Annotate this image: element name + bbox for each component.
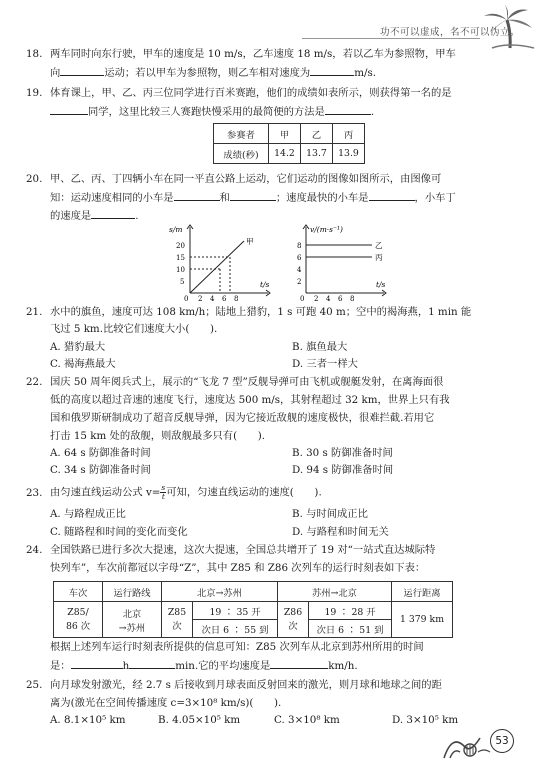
graph1-xtick: 8 (234, 295, 239, 301)
graph2-xtick: 4 (326, 295, 331, 301)
q20-v-t-graph (290, 223, 398, 301)
graph1-xtick: 4 (210, 295, 215, 301)
q22-option-d[interactable]: D. 94 s 防御准备时间 (292, 464, 394, 476)
table-cell: 成绩(秒) (214, 144, 269, 164)
q22-line1: 国庆 50 周年阅兵式上，展示的“飞龙 7 型”反舰导弹可由飞机或舰艇发射，在离海面很 (50, 376, 444, 388)
q18-line2: 向 运动；若以甲车为参照物，则乙车相对速度为 m/s. (50, 67, 377, 79)
answer-blank[interactable] (129, 658, 175, 669)
table-cell: 北京→苏州 (162, 582, 278, 602)
table-cell: 乙 (301, 124, 333, 144)
answer-blank[interactable] (60, 65, 104, 76)
table-cell: Z85/ 86 次 (54, 602, 103, 638)
graph2-ytick: 6 (297, 254, 302, 262)
graph2-ytick: 8 (297, 242, 302, 250)
graph1-xlabel: t/s (260, 280, 270, 289)
q19-number: 19. (26, 87, 43, 99)
graph2-xtick: 2 (314, 295, 319, 301)
answer-blank[interactable] (270, 658, 328, 669)
answer-blank[interactable] (369, 190, 415, 201)
graph1-series-label: 甲 (246, 237, 254, 246)
table-cell: 车次 (54, 582, 103, 602)
q22-line2: 低的高度以超过音速的速度飞行，速度达 500 m/s，其射程超过 32 km，世界上只有我 (50, 394, 450, 406)
answer-blank[interactable] (174, 190, 220, 201)
q21-number: 21. (26, 306, 43, 318)
answer-blank[interactable] (50, 104, 88, 115)
graph1-ytick: 10 (176, 266, 185, 274)
table-cell: 19 ∶ 35 开 (193, 602, 278, 620)
q21-option-a[interactable]: A. 猎豹最大 (50, 341, 106, 353)
formula-fraction: $\frac{s}{t}$ (161, 483, 166, 501)
q21-option-d[interactable]: D. 三者一样大 (292, 358, 358, 370)
graph2-ytick: 4 (297, 266, 302, 274)
q23-number: 23. (26, 487, 43, 499)
answer-blank[interactable] (230, 190, 276, 201)
q20-line3: 的速度是 . (50, 210, 139, 222)
header-motto: 功不可以虚成，名不可以伪立。 (380, 27, 521, 38)
q22-line4: 打击 15 km 处的敌舰，则敌舰最多只有( ). (50, 430, 265, 442)
q25-option-b[interactable]: B. 4.05×10⁵ km (158, 714, 241, 726)
answer-blank[interactable] (91, 208, 135, 219)
table-cell: 次日 6 ∶ 51 到 (309, 620, 392, 638)
graph2-xtick: 8 (350, 295, 355, 301)
q22-option-c[interactable]: C. 34 s 防御准备时间 (50, 464, 151, 476)
table-cell: 次日 6 ∶ 55 到 (193, 620, 278, 638)
q21-option-c[interactable]: C. 褐海燕最大 (50, 358, 116, 370)
table-cell: Z86 次 (278, 602, 309, 638)
q18-number: 18. (26, 48, 43, 60)
graph1-xtick: 0 (184, 295, 189, 301)
q19-line2: 同学，这里比较三人赛跑快慢采用的最简便的方法是 . (50, 104, 374, 120)
table-header-row (214, 124, 365, 144)
answer-blank[interactable] (310, 65, 354, 76)
palm-tree-icon (480, 4, 538, 50)
q24-line2: 快列车”，车次前都冠以字母“Z”，其中 Z85 和 Z86 次列车的运行时刻表如下表： (50, 562, 426, 574)
q22-option-a[interactable]: A. 64 s 防御准备时间 (50, 447, 151, 459)
q22-line3: 国和俄罗斯研制成功了超音反舰导弹，因为它接近敌舰的速度极快，很难拦截.若用它 (50, 412, 435, 424)
q19-results-table (213, 123, 365, 164)
table-cell: 运行路线 (103, 582, 162, 602)
q19-line1: 体育课上，甲、乙、丙三位同学进行百米赛跑，他们的成绩如表所示，则获得第一名的是 (50, 87, 452, 99)
q25-option-c[interactable]: C. 3×10⁸ km (274, 714, 340, 726)
header-rule (302, 38, 480, 39)
q23-option-d[interactable]: D. 与路程和时间无关 (292, 526, 389, 538)
graph1-ytick: 5 (180, 278, 185, 286)
q21-line1: 水中的旗鱼，速度可达 108 km/h；陆地上猎豹，1 s 可跑 40 m；空中的褐海燕，1 min 能 (50, 306, 472, 318)
table-header-row (54, 582, 453, 602)
page-number-badge: 53 (490, 729, 514, 753)
graph2-xtick: 0 (300, 295, 305, 301)
graph2-ylabel: v/(m·s⁻¹) (310, 225, 343, 234)
table-cell: 丙 (333, 124, 365, 144)
table-cell: 运行距离 (392, 582, 453, 602)
q25-line2: 离为(激光在空间传播速度 c=3×10⁸ km/s)( ). (50, 697, 282, 709)
answer-blank[interactable] (71, 658, 123, 669)
footer-decoration-icon (440, 728, 492, 764)
table-cell: 苏州→北京 (278, 582, 392, 602)
q24-number: 24. (26, 544, 43, 556)
graph1-ytick: 15 (176, 254, 185, 262)
graph2-series-label: 丙 (375, 253, 383, 262)
graph2-series-label: 乙 (375, 241, 383, 250)
table-cell: 13.9 (333, 144, 365, 164)
q24-line3: 根据上述列车运行时刻表所提供的信息可知：Z85 次列车从北京到苏州所用的时间 (50, 641, 424, 653)
q25-option-a[interactable]: A. 8.1×10⁵ km (50, 714, 126, 726)
table-cell: 13.7 (301, 144, 333, 164)
table-cell: 参赛者 (214, 124, 269, 144)
graph1-ytick: 20 (176, 242, 185, 250)
q23-option-b[interactable]: B. 与时间成正比 (292, 508, 368, 520)
table-cell: Z85 次 (162, 602, 193, 638)
q25-line1: 向月球发射激光，经 2.7 s 后接收到月球表面反射回来的激光，则月球和地球之间的距 (50, 679, 442, 691)
q21-line2: 飞过 5 km.比较它们速度大小( ). (50, 323, 218, 335)
q18-line1: 两车同时向东行驶，甲车的速度是 10 m/s，乙车速度 18 m/s，若以乙车为参照物，甲车 (50, 48, 456, 60)
q24-timetable (53, 581, 453, 638)
table-row (54, 602, 453, 620)
answer-blank[interactable] (325, 104, 371, 115)
q23-option-a[interactable]: A. 与路程成正比 (50, 508, 126, 520)
table-cell: 1 379 km (392, 602, 453, 638)
graph1-xtick: 6 (222, 295, 227, 301)
graph1-xtick: 2 (198, 295, 203, 301)
q20-number: 20. (26, 173, 43, 185)
table-cell: 北京 →苏州 (103, 602, 162, 638)
graph2-xtick: 6 (338, 295, 343, 301)
q25-number: 25. (26, 679, 43, 691)
q21-option-b[interactable]: B. 旗鱼最大 (292, 341, 348, 353)
q22-option-b[interactable]: B. 30 s 防御准备时间 (292, 447, 393, 459)
table-row (214, 144, 365, 164)
graph2-xlabel: t/s (376, 280, 386, 289)
table-cell: 甲 (269, 124, 301, 144)
q22-number: 22. (26, 376, 43, 388)
q25-option-d[interactable]: D. 3×10⁵ km (392, 714, 459, 726)
q24-line1: 全国铁路已进行多次大提速，这次大提速，全国总共增开了 19 对“一站式直达城际特 (50, 544, 436, 556)
graph1-ylabel: s/m (169, 225, 183, 234)
table-cell: 19 ∶ 28 开 (309, 602, 392, 620)
q20-line2: 知：运动速度相同的小车是 和 ；速度最快的小车是 ，小车丁 (50, 192, 456, 204)
q23-option-c[interactable]: C. 随路程和时间的变化而变化 (50, 526, 188, 538)
q20-line1: 甲、乙、丙、丁四辆小车在同一平直公路上运动，它们运动的图像如图所示，由图像可 (50, 173, 442, 185)
graph2-ytick: 2 (297, 278, 302, 286)
table-cell: 14.2 (269, 144, 301, 164)
q24-line4: 是： h min.它的平均速度是 km/h. (50, 660, 358, 672)
q23-line1: 由匀速直线运动公式 v= $\frac{s}{t}$ 可知，匀速直线运动的速度( ). (50, 483, 322, 501)
q20-s-t-graph (168, 223, 276, 301)
